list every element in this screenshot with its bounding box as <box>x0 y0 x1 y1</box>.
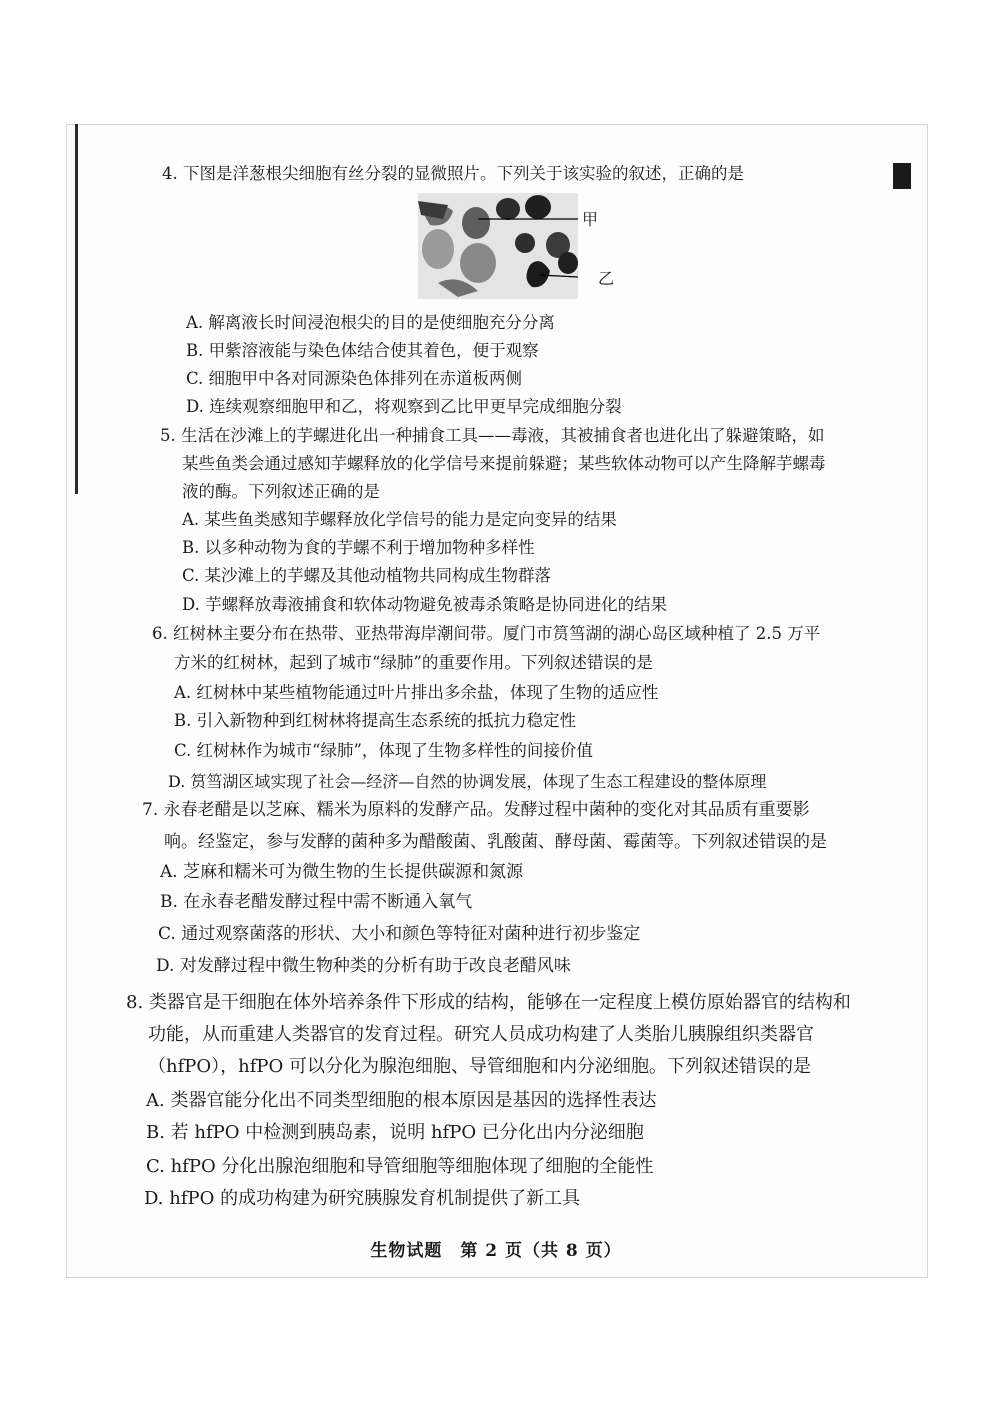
q8-stem-line1: 8. 类器官是干细胞在体外培养条件下形成的结构，能够在一定程度上模仿原始器官的结构和 <box>126 992 851 1013</box>
q7-option-a: A. 芝麻和糯米可为微生物的生长提供碳源和氮源 <box>160 862 524 882</box>
figure-label-jia: 甲 <box>582 210 599 229</box>
q8-stem-line3: （hfPO），hfPO 可以分化为腺泡细胞、导管细胞和内分泌细胞。下列叙述错误的是 <box>148 1056 811 1077</box>
q7-stem-line2: 响。经鉴定，参与发酵的菌种多为醋酸菌、乳酸菌、酵母菌、霉菌等。下列叙述错误的是 <box>164 832 827 852</box>
q7-option-b: B. 在永春老醋发酵过程中需不断通入氧气 <box>160 892 473 912</box>
q4-stem: 4. 下图是洋葱根尖细胞有丝分裂的显微照片。下列关于该实验的叙述，正确的是 <box>162 164 744 183</box>
figure-label-yi: 乙 <box>598 269 615 288</box>
q5-option-b: B. 以多种动物为食的芋螺不利于增加物种多样性 <box>182 538 535 557</box>
q4-option-d: D. 连续观察细胞甲和乙，将观察到乙比甲更早完成细胞分裂 <box>186 397 622 416</box>
q5-option-c: C. 某沙滩上的芋螺及其他动植物共同构成生物群落 <box>182 566 552 585</box>
q6-option-b: B. 引入新物种到红树林将提高生态系统的抵抗力稳定性 <box>174 711 577 730</box>
q5-stem-line2: 某些鱼类会通过感知芋螺释放的化学信号来提前躲避；某些软体动物可以产生降解芋螺毒 <box>182 454 826 473</box>
scan-margin-line <box>75 124 78 494</box>
q8-option-c: C. hfPO 分化出腺泡细胞和导管细胞等细胞体现了细胞的全能性 <box>146 1156 654 1177</box>
q4-option-b: B. 甲紫溶液能与染色体结合使其着色，便于观察 <box>186 341 539 360</box>
q6-stem-line2: 方米的红树林，起到了城市“绿肺”的重要作用。下列叙述错误的是 <box>174 653 653 672</box>
onion-root-tip-cells-image <box>418 193 578 299</box>
q8-stem-line2: 功能，从而重建人类器官的发育过程。研究人员成功构建了人类胎儿胰腺组织类器官 <box>148 1024 814 1045</box>
q5-option-a: A. 某些鱼类感知芋螺释放化学信号的能力是定向变异的结果 <box>182 510 617 529</box>
q6-option-d: D. 筼筜湖区域实现了社会—经济—自然的协调发展，体现了生态工程建设的整体原理 <box>168 772 767 791</box>
q4-option-a: A. 解离液长时间浸泡根尖的目的是使细胞充分分离 <box>186 313 555 332</box>
q8-option-d: D. hfPO 的成功构建为研究胰腺发育机制提供了新工具 <box>144 1188 581 1209</box>
q5-option-d: D. 芋螺释放毒液捕食和软体动物避免被毒杀策略是协同进化的结果 <box>182 595 668 614</box>
microscope-figure <box>418 193 578 299</box>
q7-option-c: C. 通过观察菌落的形状、大小和颜色等特征对菌种进行初步鉴定 <box>158 924 641 944</box>
q8-option-b: B. 若 hfPO 中检测到胰岛素，说明 hfPO 已分化出内分泌细胞 <box>146 1122 644 1143</box>
page-footer: 生物试题 第 2 页（共 8 页） <box>370 1241 622 1261</box>
q6-option-c: C. 红树林作为城市“绿肺”，体现了生物多样性的间接价值 <box>174 741 593 760</box>
q5-stem-line1: 5. 生活在沙滩上的芋螺进化出一种捕食工具——毒液，其被捕食者也进化出了躲避策略，如 <box>160 426 825 445</box>
q5-stem-line3: 液的酶。下列叙述正确的是 <box>182 482 380 501</box>
q7-stem-line1: 7. 永春老醋是以芝麻、糯米为原料的发酵产品。发酵过程中菌种的变化对其品质有重要影 <box>142 800 810 820</box>
q6-option-a: A. 红树林中某些植物能通过叶片排出多余盐，体现了生物的适应性 <box>174 683 659 702</box>
q4-option-c: C. 细胞甲中各对同源染色体排列在赤道板两侧 <box>186 369 523 388</box>
q7-option-d: D. 对发酵过程中微生物种类的分析有助于改良老醋风味 <box>156 956 571 976</box>
corner-registration-mark <box>893 163 911 189</box>
q8-option-a: A. 类器官能分化出不同类型细胞的根本原因是基因的选择性表达 <box>146 1090 657 1111</box>
q6-stem-line1: 6. 红树林主要分布在热带、亚热带海岸潮间带。厦门市筼筜湖的湖心岛区域种植了 2.5 万平 <box>152 624 821 643</box>
